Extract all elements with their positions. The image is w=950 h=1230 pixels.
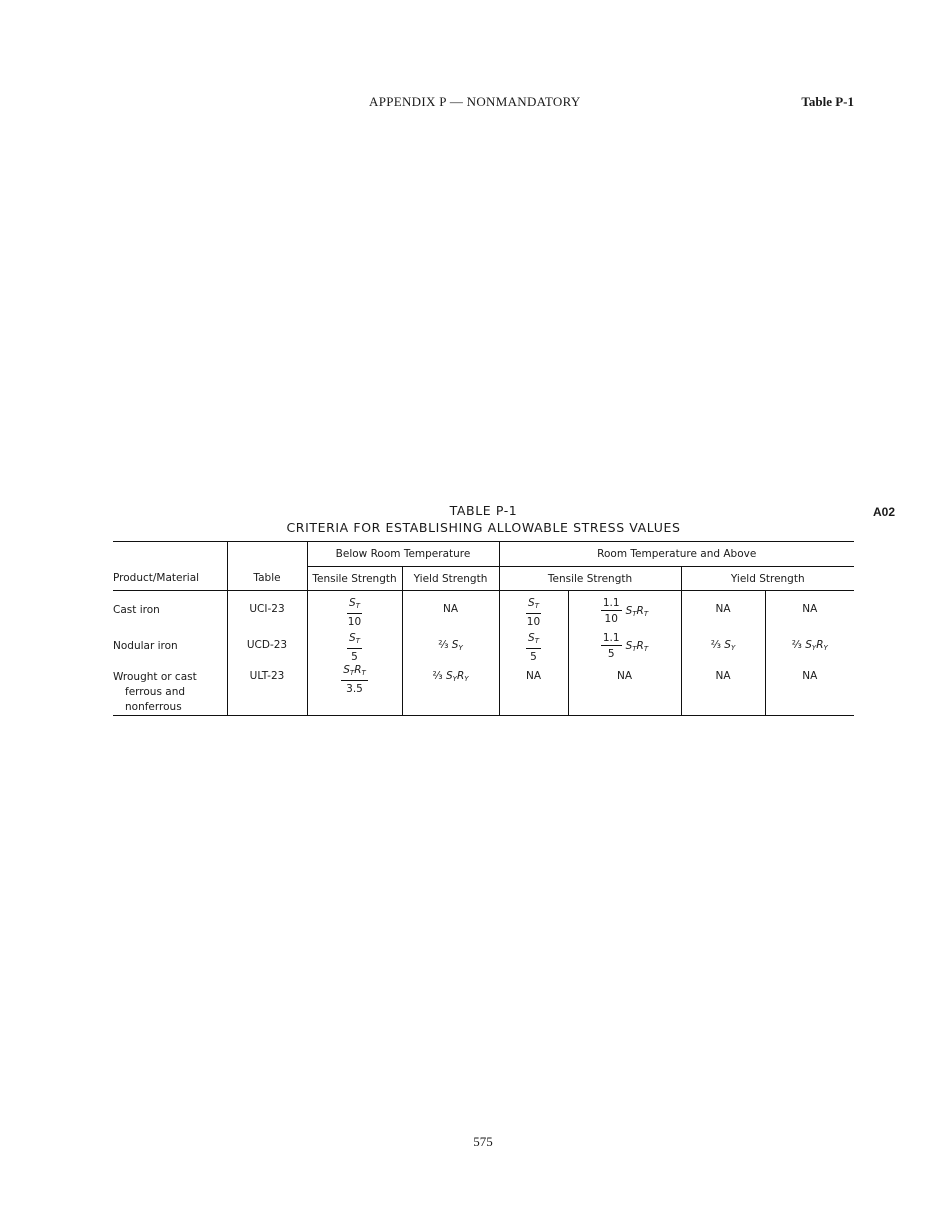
criteria-table	[113, 541, 854, 716]
tensile-below-cell	[307, 663, 402, 716]
table-cell: ULT-23	[227, 663, 307, 716]
fraction: $\frac{S_T}{10}$	[526, 597, 541, 628]
tensile-below-cell	[307, 628, 402, 663]
table-cell: UCD-23	[227, 628, 307, 663]
tensile-above-cell-1	[499, 628, 568, 663]
tensile-above-cell-2: $\frac{1.1}{10}$ $S_TR_T$	[568, 591, 681, 629]
page-number: 575	[473, 1134, 493, 1149]
yield-above-cell-1: NA	[681, 663, 765, 716]
table-cell: UCI-23	[227, 591, 307, 629]
tensile-above-cell-1	[499, 591, 568, 629]
table-title: CRITERIA FOR ESTABLISHING ALLOWABLE STRESS VALUES	[286, 520, 681, 535]
revision-mark: A02	[873, 505, 896, 519]
col-header-yield-above: Yield Strength	[681, 567, 854, 591]
header-spacer-product	[113, 542, 227, 567]
table-row	[113, 628, 854, 663]
yield-above-cell-2: NA	[802, 603, 818, 615]
header-spacer-table	[227, 542, 307, 567]
table-number: TABLE P-1	[449, 503, 518, 518]
yield-below-cell: NA	[402, 591, 499, 629]
yield-above-cell-1: NA	[681, 591, 765, 629]
fraction: $\frac{S_T}{10}$	[347, 597, 362, 628]
tensile-above-cell-1: NA	[499, 663, 568, 716]
yield-above-cell-1: ²⁄₃ $S_Y$	[681, 628, 765, 663]
fraction: $\frac{1.1}{10}$	[602, 597, 620, 625]
tensile-above-cell-2: $\frac{1.1}{5}$ $S_TR_T$	[568, 628, 681, 663]
col-header-product: Product/Material	[113, 567, 227, 591]
fraction: $\frac{S_TR_T}{3.5}$	[343, 664, 366, 695]
tensile-below-cell	[307, 591, 402, 629]
col-header-tensile-above: Tensile Strength	[499, 567, 681, 591]
tensile-above-cell-2: NA	[568, 663, 681, 716]
col-header-yield-below: Yield Strength	[402, 567, 499, 591]
col-header-tensile-below: Tensile Strength	[307, 567, 402, 591]
table-row	[113, 591, 854, 629]
running-head: APPENDIX P — NONMANDATORY	[369, 94, 581, 109]
material-cell: Wrought or cast ferrous and nonferrous	[113, 663, 227, 716]
col-header-table: Table	[227, 567, 307, 591]
table-reference: Table P-1	[801, 94, 854, 109]
yield-below-cell: ²⁄₃ $S_Y$	[402, 628, 499, 663]
fraction: $\frac{S_T}{5}$	[349, 632, 360, 663]
group-header-room-and-above: Room Temperature and Above	[499, 542, 854, 567]
yield-below-cell: ²⁄₃ $S_YR_Y$	[402, 663, 499, 716]
group-header-below-room: Below Room Temperature	[307, 542, 499, 567]
yield-above-cell-2: ²⁄₃ $S_YR_Y$	[791, 639, 828, 652]
table-row	[113, 663, 854, 716]
material-cell: Cast iron	[113, 591, 227, 629]
fraction: $\frac{S_T}{5}$	[528, 632, 539, 663]
yield-above-cell-2: NA	[765, 663, 854, 716]
material-cell: Nodular iron	[113, 628, 227, 663]
fraction: $\frac{1.1}{5}$	[602, 632, 620, 660]
